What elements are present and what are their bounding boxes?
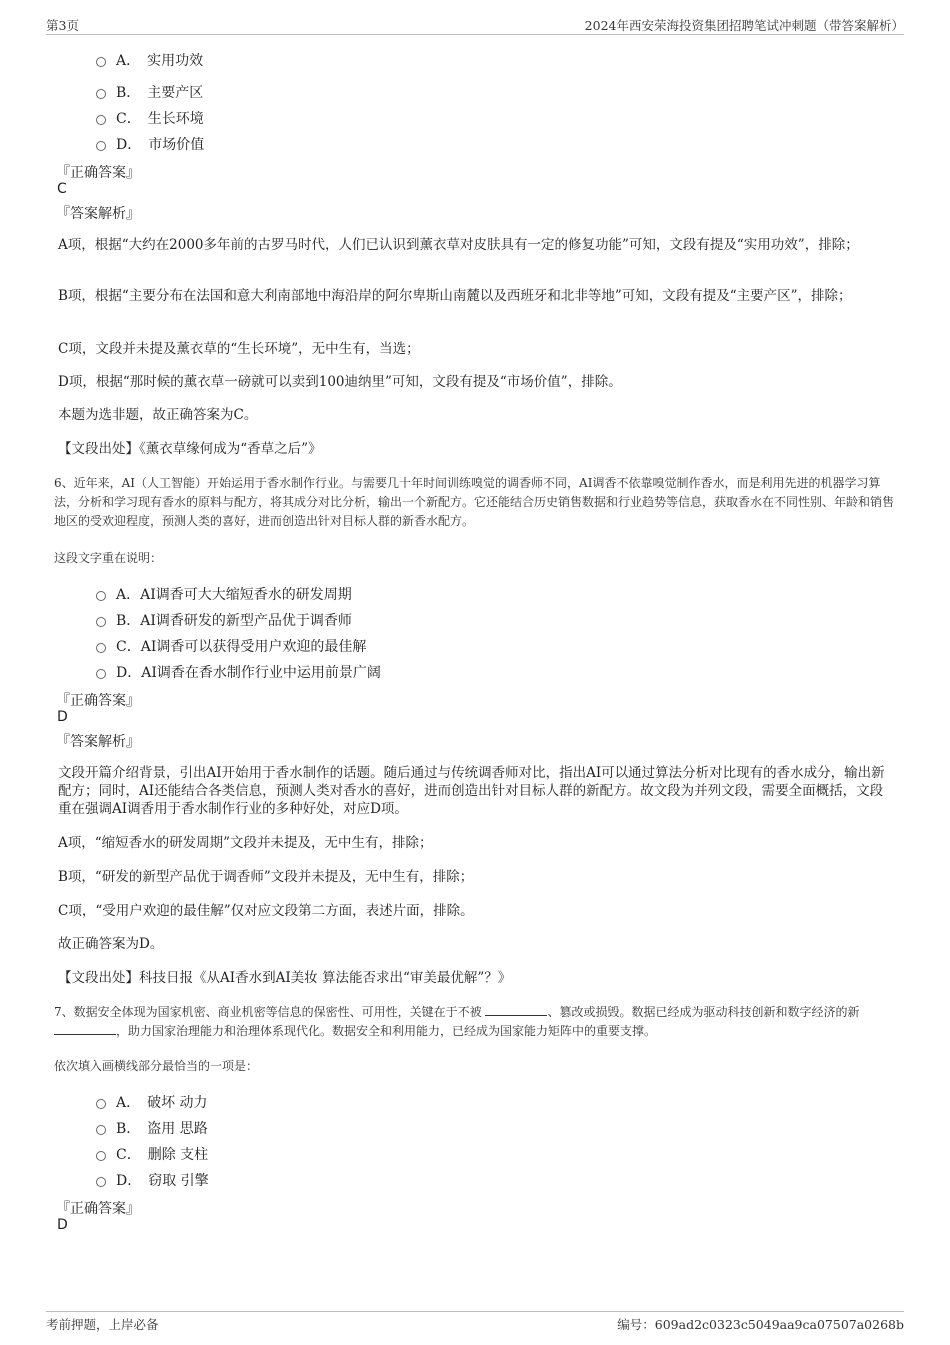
q5-conclusion: 本题为选非题，故正确答案为C。 [58,407,258,423]
q5-analysis-b: B项，根据“主要分布在法国和意大利南部地中海沿岸的阿尔卑斯山南麓以及西班牙和北非等地”可知，文段有提及“主要产区”，排除； [58,288,852,304]
q5-analysis-c: C项，文段并未提及薰衣草的“生长环境”，无中生有，当选； [58,341,420,357]
q5-option-b[interactable]: B． 主要产区 [96,82,203,102]
radio-icon[interactable] [96,1099,106,1109]
radio-icon[interactable] [96,141,106,151]
q5-option-a[interactable]: A． 实用功效 [96,50,203,70]
q7-option-a[interactable]: A． 破坏 动力 [96,1092,208,1112]
radio-icon[interactable] [96,591,106,601]
q5-analysis-d: D项，根据“那时候的薰衣草一磅就可以卖到100迪纳里”可知，文段有提及“市场价值”，排除。 [58,374,622,390]
q5-option-d[interactable]: D． 市场价值 [96,134,204,154]
q6-option-d[interactable]: D．AI调香在香水制作行业中运用前景广阔 [96,662,381,682]
document-title: 2024年西安荣海投资集团招聘笔试冲刺题（带答案解析） [584,18,904,33]
q6-answer: D [57,709,68,725]
q5-source: 【文段出处】《薰衣草缘何成为“香草之后”》 [58,441,322,457]
q7-prompt: 依次填入画横线部分最恰当的一项是： [54,1059,259,1073]
q6-analysis-a: A项，“缩短香水的研发周期”文段并未提及，无中生有，排除； [58,835,433,851]
q6-analysis-main: 文段开篇介绍背景，引出AI开始用于香水制作的话题。随后通过与传统调香师对比，指出AI可以通过算法分析对比现有的香水成分，输出新配方；同时，AI还能结合各类信息，预测人类对香水的喜好，进而创造出针对目标人群的新配方。故文段为并列文段，需要全面概括，文段重在强调AI调香用于香水制作行业的多种好处，对应D项。 [58,765,885,817]
q6-analysis-b: B项，“研发的新型产品优于调香师”文段并未提及，无中生有，排除； [58,869,474,885]
q7-stem: 7、数据安全体现为国家机密、商业机密等信息的保密性、可用性，关键在于不被 、篡改或损毁。数据已经成为驱动科技创新和数字经济的新 ，助力国家治理能力和治理体系现代化。数据安全和利用能力，已经成为国家能力矩阵中的重要支撑。 [54,1005,860,1038]
page-header [46,14,904,35]
q6-option-a[interactable]: A．AI调香可大大缩短香水的研发周期 [96,584,352,604]
q5-answer: C [57,181,67,197]
q6-analysis-c: C项，“受用户欢迎的最佳解”仅对应文段第二方面，表述片面，排除。 [58,903,474,919]
q7-option-c[interactable]: C． 删除 支柱 [96,1144,208,1164]
page-footer [46,1311,904,1332]
q6-option-c[interactable]: C．AI调香可以获得受用户欢迎的最佳解 [96,636,366,656]
q6-prompt: 这段文字重在说明： [54,551,163,565]
radio-icon[interactable] [96,1177,106,1187]
q6-source: 【文段出处】科技日报《从AI香水到AI美妆 算法能否求出“审美最优解”？》 [58,970,512,986]
q6-answer-label: 『正确答案』 [56,693,140,709]
radio-icon[interactable] [96,669,106,679]
q5-option-c[interactable]: C． 生长环境 [96,108,204,128]
q7-answer-label: 『正确答案』 [56,1201,140,1217]
document-id: 编号：609ad2c0323c5049aa9ca07507a0268b [617,1317,904,1332]
radio-icon[interactable] [96,643,106,653]
q6-analysis-label: 『答案解析』 [56,734,140,750]
q5-answer-label: 『正确答案』 [56,165,140,181]
radio-icon[interactable] [96,89,106,99]
blank-2 [54,1022,116,1035]
radio-icon[interactable] [96,115,106,125]
page-number: 第3页 [46,18,79,33]
footer-slogan: 考前押题，上岸必备 [46,1317,159,1332]
radio-icon[interactable] [96,1125,106,1135]
q5-analysis-label: 『答案解析』 [56,206,140,222]
radio-icon[interactable] [96,1151,106,1161]
blank-1 [485,1003,547,1016]
radio-icon[interactable] [96,617,106,627]
q7-option-d[interactable]: D． 窃取 引擎 [96,1170,209,1190]
q6-option-b[interactable]: B．AI调香研发的新型产品优于调香师 [96,610,352,630]
radio-icon[interactable] [96,57,106,67]
q7-answer: D [57,1217,68,1233]
q6-conclusion: 故正确答案为D。 [58,936,164,952]
q7-option-b[interactable]: B． 盗用 思路 [96,1118,208,1138]
q6-stem: 6、近年来，AI（人工智能）开始运用于香水制作行业。与需要几十年时间训练嗅觉的调香师不同，AI调香不依靠嗅觉制作香水，而是利用先进的机器学习算法，分析和学习现有香水的原料与配方，将其成分对比分析，输出一个新配方。它还能结合历史销售数据和行业趋势等信息，获取香水在不同性别、年龄和销售地区的受欢迎程度，预测人类的喜好，进而创造出针对目标人群的新香水配方。 [54,476,895,528]
q5-analysis-a: A项，根据“大约在2000多年前的古罗马时代，人们已认识到薰衣草对皮肤具有一定的修复功能”可知，文段有提及“实用功效”，排除； [58,237,859,253]
